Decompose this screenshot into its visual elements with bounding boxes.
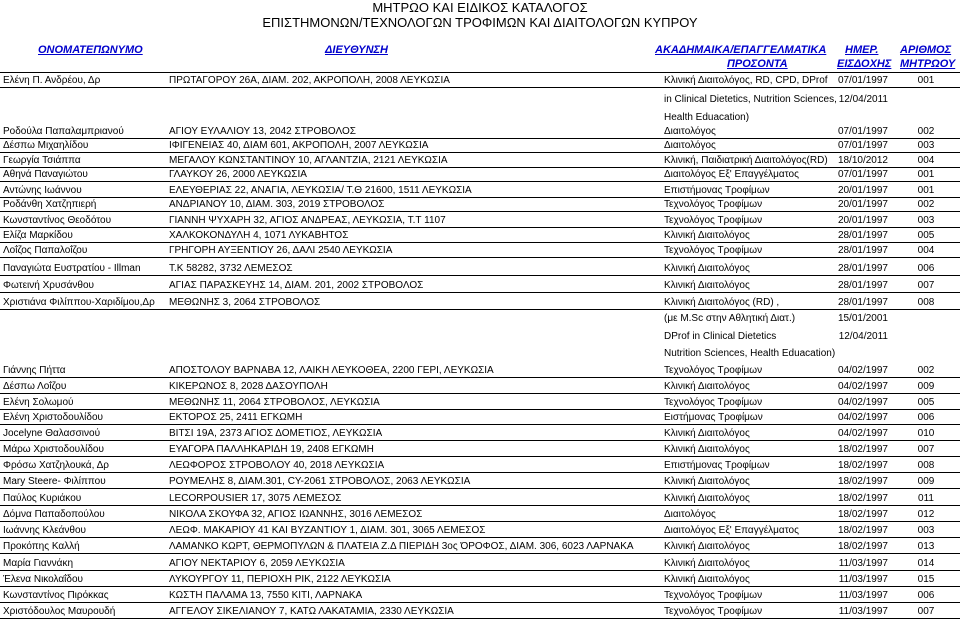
- cell-registry-number: 007: [917, 280, 935, 291]
- table-row: [0, 380, 960, 394]
- cell-date: 28/01/1997: [837, 230, 888, 241]
- cell-address: ΧΑΛΚΟΚΟΝΔΥΛΗ 4, 1071 ΛΥΚΑΒΗΤΟΣ: [169, 230, 349, 241]
- table-row: [0, 443, 960, 457]
- cell-name: Jocelyne Θαλασσινού: [3, 428, 101, 439]
- cell-qualification: Nutrition Sciences, Health Eduacation): [664, 348, 836, 359]
- cell-registry-number: 001: [917, 169, 935, 180]
- cell-address: ΚΙΚΕΡΩΝΟΣ 8, 2028 ΔΑΣΟΥΠΟΛΗ: [169, 381, 328, 392]
- cell-date: 07/01/1997: [837, 126, 888, 137]
- cell-qualification: Τεχνολόγος Τροφίμων: [664, 245, 763, 256]
- header-date-line1: ΗΜΕΡ.: [845, 44, 879, 56]
- cell-name: Παναγιώτα Ευστρατίου - Illman: [3, 263, 141, 274]
- cell-registry-number: 002: [917, 126, 935, 137]
- cell-name: Δόμνα Παπαδοπούλου: [3, 509, 105, 520]
- cell-name: Μαρία Γιαννάκη: [3, 558, 74, 569]
- cell-qualification: (με M.Sc στην Αθλητική Διατ.): [664, 313, 796, 324]
- table-row: [0, 244, 960, 258]
- cell-name: Προκόπης Καλλή: [3, 541, 80, 552]
- cell-address: ΓΛΑΥΚΟΥ 26, 2000 ΛΕΥΚΩΣΙΑ: [169, 169, 307, 180]
- cell-name: Φωτεινή Χρυσάνθου: [3, 280, 94, 291]
- cell-address: ΑΓΙΟΥ ΝΕΚΤΑΡΙΟΥ 6, 2059 ΛΕΥΚΩΣΙΑ: [169, 558, 345, 569]
- cell-registry-number: 002: [917, 365, 935, 376]
- table-row: [0, 168, 960, 182]
- cell-address: LECORPOUSIER 17, 3075 ΛΕΜΕΣΟΣ: [169, 493, 342, 504]
- cell-name: Αντώνης Ιωάννου: [3, 185, 82, 196]
- cell-address: ΚΩΣΤΗ ΠΑΛΑΜΑ 13, 7550 ΚΙΤΙ, ΛΑΡΝΑΚΑ: [169, 590, 363, 601]
- cell-qualification: Τεχνολόγος Τροφίμων: [664, 215, 763, 226]
- cell-name: Γεωργία Τσιάππα: [3, 155, 81, 166]
- cell-address: ΕΚΤΟΡΟΣ 25, 2411 ΕΓΚΩΜΗ: [169, 412, 303, 423]
- cell-qualification: Κλινική Διαιτολόγος: [664, 263, 750, 274]
- cell-date: 20/01/1997: [837, 199, 888, 210]
- cell-address: ΓΡΗΓΟΡΗ ΑΥΞΕΝΤΙΟΥ 26, ΔΑΛΙ 2540 ΛΕΥΚΩΣΙΑ: [169, 245, 393, 256]
- cell-date: 18/02/1997: [837, 509, 888, 520]
- cell-qualification: Ειστήμονας Τροφίμων: [664, 412, 763, 423]
- cell-name: Ροδάνθη Χατζηπιερή: [3, 199, 97, 210]
- cell-date: 07/01/1997: [837, 75, 888, 86]
- cell-address: ΠΡΩΤΑΓΟΡΟΥ 26Α, ΔΙΑΜ. 202, ΑΚΡΟΠΟΛΗ, 2008 ΛΕΥΚΩΣΙΑ: [169, 75, 450, 86]
- table-row: [0, 184, 960, 198]
- table-row: [0, 396, 960, 410]
- header-number-line1: ΑΡΙΘΜΟΣ: [900, 44, 952, 56]
- cell-qualification: Κλινική Διαιτολόγος: [664, 428, 750, 439]
- table-row: [0, 139, 960, 153]
- cell-name: Παύλος Κυριάκου: [3, 493, 82, 504]
- cell-address: ΑΝΔΡΙΑΝΟΥ 10, ΔΙΑΜ. 303, 2019 ΣΤΡΟΒΟΛΟΣ: [169, 199, 385, 210]
- table-row: [0, 125, 960, 139]
- cell-qualification: in Clinical Dietetics, Nutrition Sciences,: [664, 94, 837, 105]
- cell-address: ΡΟΥΜΕΛΗΣ 8, ΔΙΑΜ.301, CY-2061 ΣΤΡΟΒΟΛΟΣ, 2063 ΛΕΥΚΩΣΙΑ: [169, 476, 471, 487]
- cell-address: ΑΓΙΑΣ ΠΑΡΑΣΚΕΥΗΣ 14, ΔΙΑΜ. 201, 2002 ΣΤΡΟΒΟΛΟΣ: [169, 280, 424, 291]
- table-row: [0, 229, 960, 243]
- cell-name: Φρόσω Χατζηλουκά, Δρ: [3, 460, 109, 471]
- table-row: [0, 557, 960, 571]
- cell-registry-number: 010: [917, 428, 935, 439]
- cell-name: Μάρω Χριστοδουλίδου: [3, 444, 104, 455]
- cell-qualification: Διαιτολόγος: [664, 140, 716, 151]
- cell-qualification: Διαιτολόγος Εξ' Επαγγέλματος: [664, 169, 799, 180]
- table-row: [0, 492, 960, 506]
- cell-address: ΜΕΘΩΝΗΣ 11, 2064 ΣΤΡΟΒΟΛΟΣ, ΛΕΥΚΩΣΙΑ: [169, 397, 380, 408]
- cell-name: Mary Steere- Φιλίππου: [3, 476, 106, 487]
- cell-address: ΛΕΩΦ. ΜΑΚΑΡΙΟΥ 41 ΚΑΙ ΒΥΖΑΝΤΙΟΥ 1, ΔΙΑΜ. 301, 3065 ΛΕΜΕΣΟΣ: [169, 525, 486, 536]
- cell-qualification: Κλινική Διαιτολόγος: [664, 444, 750, 455]
- cell-date: 04/02/1997: [837, 428, 888, 439]
- cell-qualification: Κλινική Διαιτολόγος, RD, CPD, DProf: [664, 75, 828, 86]
- cell-date: 28/01/1997: [837, 280, 888, 291]
- cell-date: 07/01/1997: [837, 140, 888, 151]
- table-row: [0, 540, 960, 554]
- cell-date: 07/01/1997: [837, 169, 888, 180]
- cell-qualification: Διαιτολόγος Εξ' Επαγγέλματος: [664, 525, 799, 536]
- cell-name: Κωνσταντίνος Πιρόκκας: [3, 590, 109, 601]
- cell-registry-number: 011: [918, 493, 934, 504]
- cell-name: Ιωάννης Κλεάνθου: [3, 525, 87, 536]
- cell-qualification: Κλινική Διαιτολόγος (RD) ,: [664, 297, 780, 308]
- cell-name: Κωνσταντίνος Θεοδότου: [3, 215, 112, 226]
- cell-qualification: Τεχνολόγος Τροφίμων: [664, 365, 763, 376]
- header-name: ΟΝΟΜΑΤΕΠΩΝΥΜΟ: [38, 44, 143, 56]
- cell-name: Δέσπω Μιχαηλίδου: [3, 140, 89, 151]
- cell-date: 15/01/2001: [837, 313, 888, 324]
- cell-date: 04/02/1997: [837, 381, 888, 392]
- cell-date: 12/04/2011: [838, 94, 888, 105]
- cell-registry-number: 004: [917, 245, 935, 256]
- cell-address: ΜΕΘΩΝΗΣ 3, 2064 ΣΤΡΟΒΟΛΟΣ: [169, 297, 321, 308]
- header-qualifications-line1: ΑΚΑΔΗΜΑΙΚΑ/ΕΠΑΓΓΕΛΜΑΤΙΚΑ: [655, 44, 827, 56]
- cell-registry-number: 008: [917, 460, 935, 471]
- cell-address: ΕΛΕΥΘΕΡΙΑΣ 22, ΑΝΑΓΙΑ, ΛΕΥΚΩΣΙΑ/ Τ.Θ 21600, 1511 ΛΕΥΚΩΣΙΑ: [169, 185, 472, 196]
- table-row: [0, 475, 960, 489]
- cell-registry-number: 009: [917, 476, 935, 487]
- cell-registry-number: 007: [917, 606, 935, 617]
- cell-registry-number: 003: [917, 215, 935, 226]
- table-row: [0, 296, 960, 310]
- table-row: [0, 312, 960, 325]
- table-row: [0, 74, 960, 88]
- table-row: [0, 589, 960, 603]
- cell-date: 18/02/1997: [837, 493, 888, 504]
- cell-name: Ελένη Σολωμού: [3, 397, 74, 408]
- cell-qualification: Κλινική Διαιτολόγος: [664, 230, 750, 241]
- cell-address: ΛΥΚΟΥΡΓΟΥ 11, ΠΕΡΙΟΧΗ ΡΙΚ, 2122 ΛΕΥΚΩΣΙΑ: [169, 574, 391, 585]
- cell-registry-number: 006: [917, 590, 935, 601]
- cell-date: 11/03/1997: [838, 606, 888, 617]
- table-row: [0, 198, 960, 212]
- cell-qualification: Τεχνολόγος Τροφίμων: [664, 397, 763, 408]
- cell-date: 28/01/1997: [837, 297, 888, 308]
- header-address: ΔΙΕΥΘΥΝΣΗ: [325, 44, 388, 56]
- cell-registry-number: 006: [917, 412, 935, 423]
- cell-qualification: Κλινική Διαιτολόγος: [664, 493, 750, 504]
- cell-date: 18/02/1997: [837, 476, 888, 487]
- cell-registry-number: 015: [917, 574, 935, 585]
- header-date-line2: ΕΙΣΔΟΧΗΣ: [837, 58, 892, 70]
- cell-date: 20/01/1997: [837, 215, 888, 226]
- cell-qualification: Κλινική Διαιτολόγος: [664, 280, 750, 291]
- cell-registry-number: 014: [917, 558, 935, 569]
- cell-name: Χριστιάνα Φιλίππου-Χαριδίμου,Δρ: [3, 297, 155, 308]
- cell-name: Ελένη Χριστοδουλίδου: [3, 412, 104, 423]
- table-row: [0, 279, 960, 293]
- table-row: [0, 427, 960, 441]
- table-row: [0, 411, 960, 425]
- cell-address: ΑΓΙΟΥ ΕΥΛΑΛΙΟΥ 13, 2042 ΣΤΡΟΒΟΛΟΣ: [169, 126, 356, 137]
- cell-date: 18/02/1997: [837, 444, 888, 455]
- cell-registry-number: 004: [917, 155, 935, 166]
- cell-registry-number: 007: [917, 444, 935, 455]
- cell-address: ΝΙΚΟΛΑ ΣΚΟΥΦΑ 32, ΑΓΙΟΣ ΙΩΑΝΝΗΣ, 3016 ΛΕΜΕΣΟΣ: [169, 509, 423, 520]
- cell-registry-number: 003: [917, 140, 935, 151]
- table-row: [0, 364, 960, 378]
- cell-qualification: Διαιτολόγος: [664, 509, 716, 520]
- cell-qualification: Κλινική Διαιτολόγος: [664, 476, 750, 487]
- cell-qualification: Τεχνολόγος Τροφίμων: [664, 606, 763, 617]
- cell-date: 28/01/1997: [837, 245, 888, 256]
- document-subtitle: ΕΠΙΣΤΗΜΟΝΩΝ/ΤΕΧΝΟΛΟΓΩΝ ΤΡΟΦΙΜΩΝ ΚΑΙ ΔΙΑΙΤΟΛΟΓΩΝ ΚΥΠΡΟΥ: [262, 15, 698, 30]
- table-row: [0, 214, 960, 228]
- cell-address: ΙΦΙΓΕΝΕΙΑΣ 40, ΔΙΑΜ 601, ΑΚΡΟΠΟΛΗ, 2007 ΛΕΥΚΩΣΙΑ: [169, 140, 429, 151]
- cell-date: 11/03/1997: [838, 590, 888, 601]
- table-row: [0, 605, 960, 619]
- table-row: [0, 573, 960, 587]
- cell-address: ΜΕΓΑΛΟΥ ΚΩΝΣΤΑΝΤΙΝΟΥ 10, ΑΓΛΑΝΤΖΙΑ, 2121 ΛΕΥΚΩΣΙΑ: [169, 155, 448, 166]
- cell-address: Τ.Κ 58282, 3732 ΛΕΜΕΣΟΣ: [169, 263, 293, 274]
- cell-name: Ροδούλα Παπαλαμπριανού: [3, 126, 124, 137]
- cell-registry-number: 009: [917, 381, 935, 392]
- cell-qualification: Τεχνολόγος Τροφίμων: [664, 199, 763, 210]
- cell-qualification: Επιστήμονας Τροφίμων: [664, 460, 770, 471]
- cell-qualification: Health Eduacation): [664, 112, 750, 123]
- cell-registry-number: 012: [917, 509, 935, 520]
- table-row: [0, 262, 960, 276]
- cell-date: 04/02/1997: [837, 365, 888, 376]
- cell-qualification: Κλινική Διαιτολόγος: [664, 541, 750, 552]
- cell-name: Γιάννης Πήττα: [3, 365, 66, 376]
- cell-registry-number: 005: [917, 230, 935, 241]
- table-row: [0, 524, 960, 538]
- header-rule: [0, 72, 960, 73]
- cell-date: 20/01/1997: [837, 185, 888, 196]
- cell-qualification: DProf in Clinical Dietetics: [664, 331, 777, 342]
- cell-date: 28/01/1997: [837, 263, 888, 274]
- cell-qualification: Κλινική, Παιδιατρική Διαιτολόγος(RD): [664, 155, 828, 166]
- table-row: [0, 93, 960, 106]
- cell-address: ΛΑΜΑΝΚΟ ΚΩΡΤ, ΘΕΡΜΟΠΥΛΩΝ & ΠΛΑΤΕΙΑ Ζ.Δ ΠΙΕΡΙΔΗ 3ος ΌΡΟΦΟΣ, ΔΙΑΜ. 306, 6023 ΛΑΡΝΑΚΑ: [169, 541, 634, 552]
- cell-date: 04/02/1997: [837, 412, 888, 423]
- cell-registry-number: 003: [917, 525, 935, 536]
- cell-name: Λοΐζος Παπαλοΐζου: [3, 245, 88, 256]
- cell-date: 18/02/1997: [837, 541, 888, 552]
- header-number-line2: ΜΗΤΡΩΟΥ: [900, 58, 956, 70]
- cell-qualification: Τεχνολόγος Τροφίμων: [664, 590, 763, 601]
- cell-date: 12/04/2011: [838, 331, 888, 342]
- cell-date: 18/02/1997: [837, 525, 888, 536]
- cell-qualification: Διαιτολόγος: [664, 126, 716, 137]
- table-row: [0, 459, 960, 473]
- cell-registry-number: 001: [917, 185, 935, 196]
- table-row: [0, 508, 960, 522]
- table-row: [0, 111, 960, 124]
- cell-registry-number: 013: [917, 541, 935, 552]
- cell-qualification: Κλινική Διαιτολόγος: [664, 558, 750, 569]
- cell-date: 11/03/1997: [838, 558, 888, 569]
- cell-registry-number: 002: [917, 199, 935, 210]
- document-title: ΜΗΤΡΩΟ ΚΑΙ ΕΙΔΙΚΟΣ ΚΑΤΑΛΟΓΟΣ: [372, 0, 588, 15]
- cell-date: 18/02/1997: [837, 460, 888, 471]
- cell-date: 18/10/2012: [837, 155, 888, 166]
- cell-date: 04/02/1997: [837, 397, 888, 408]
- cell-registry-number: 005: [917, 397, 935, 408]
- cell-address: ΒΙΤΣΙ 19Α, 2373 ΑΓΙΟΣ ΔΟΜΕΤΙΟΣ, ΛΕΥΚΩΣΙΑ: [169, 428, 383, 439]
- cell-name: Ελίζα Μαρκίδου: [3, 230, 73, 241]
- cell-address: ΛΕΩΦΟΡΟΣ ΣΤΡΟΒΟΛΟΥ 40, 2018 ΛΕΥΚΩΣΙΑ: [169, 460, 385, 471]
- cell-name: Ελένη Π. Ανδρέου, Δρ: [3, 75, 101, 86]
- cell-address: ΕΥΑΓΟΡΑ ΠΑΛΛΗΚΑΡΙΔΗ 19, 2408 ΕΓΚΩΜΗ: [169, 444, 374, 455]
- cell-address: ΑΓΓΕΛΟΥ ΣΙΚΕΛΙΑΝΟΥ 7, ΚΑΤΩ ΛΑΚΑΤΑΜΙΑ, 2330 ΛΕΥΚΩΣΙΑ: [169, 606, 454, 617]
- cell-registry-number: 001: [917, 75, 935, 86]
- cell-qualification: Κλινική Διαιτολόγος: [664, 381, 750, 392]
- cell-address: ΑΠΟΣΤΟΛΟΥ ΒΑΡΝΑΒΑ 12, ΛΑΙΚΗ ΛΕΥΚΟΘΕΑ, 2200 ΓΕΡΙ, ΛΕΥΚΩΣΙΑ: [169, 365, 494, 376]
- table-row: [0, 347, 960, 360]
- cell-address: ΓΙΑΝΝΗ ΨΥΧΑΡΗ 32, ΑΓΙΟΣ ΑΝΔΡΕΑΣ, ΛΕΥΚΩΣΙΑ, Τ.Τ 1107: [169, 215, 446, 226]
- cell-name: Δέσπω Λοΐζου: [3, 381, 67, 392]
- table-row: [0, 154, 960, 168]
- cell-name: Χριστόδουλος Μαυρουδή: [3, 606, 116, 617]
- cell-registry-number: 008: [917, 297, 935, 308]
- cell-qualification: Επιστήμονας Τροφίμων: [664, 185, 770, 196]
- cell-qualification: Κλινική Διαιτολόγος: [664, 574, 750, 585]
- cell-name: Έλενα Νικολαΐδου: [3, 574, 83, 585]
- cell-date: 11/03/1997: [838, 574, 888, 585]
- table-row: [0, 330, 960, 343]
- cell-registry-number: 006: [917, 263, 935, 274]
- cell-name: Αθηνά Παναγιώτου: [3, 169, 88, 180]
- header-qualifications-line2: ΠΡΟΣΟΝΤΑ: [727, 58, 788, 70]
